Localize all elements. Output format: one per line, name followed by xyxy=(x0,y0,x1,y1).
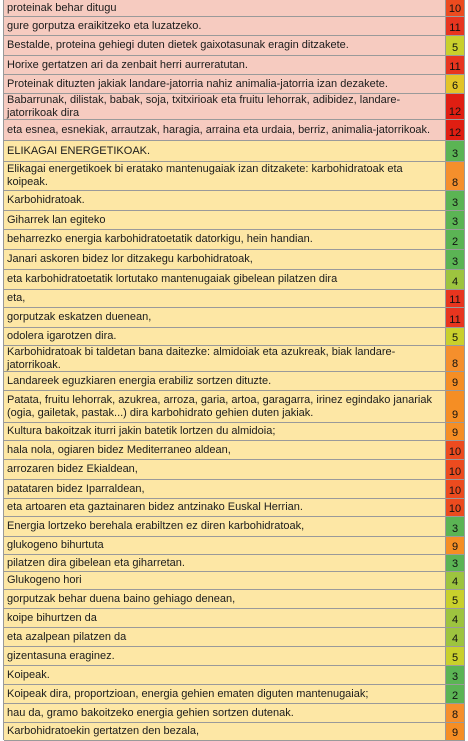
row-text-label: Bestalde, proteina gehiegi duten dietek gaixotasunak eragin ditzakete. xyxy=(7,39,349,51)
row-text xyxy=(4,423,446,440)
score-cell: 9 xyxy=(446,423,465,440)
score-cell: 3 xyxy=(446,191,465,210)
score-cell: 11 xyxy=(446,290,465,307)
row-text-label: arrozaren bidez Ekialdean, xyxy=(7,463,138,475)
row-text-label: Giharrek lan egiteko xyxy=(7,213,106,226)
row-text-label: koipe bihurtzen da xyxy=(7,611,97,624)
row-text-label: Kultura bakoitzak iturri jakin batetik lortzen du almidoia; xyxy=(7,425,276,437)
row-text xyxy=(4,555,446,571)
row-text-label: Karbohidratoak. xyxy=(7,194,85,206)
table-row xyxy=(4,162,465,191)
row-text xyxy=(4,230,446,249)
score-cell: 5 xyxy=(446,328,465,345)
table-row xyxy=(4,723,465,741)
row-text-label: gizentasuna eraginez. xyxy=(7,649,115,662)
row-text xyxy=(4,75,446,93)
score-cell: 9 xyxy=(446,372,465,390)
row-text xyxy=(4,0,446,16)
score-cell: 4 xyxy=(446,270,465,289)
table-row xyxy=(4,666,465,685)
score-cell: 4 xyxy=(446,572,465,589)
score-cell: 11 xyxy=(446,17,465,35)
row-text xyxy=(4,56,446,74)
row-text-label: hau da, gramo bakoitzeko energia gehien sortzen dutenak. xyxy=(7,706,294,719)
table-row xyxy=(4,250,465,270)
score-cell: 8 xyxy=(446,162,465,190)
row-text-label: Koipeak. xyxy=(7,668,50,681)
row-text-label: eta azalpean pilatzen da xyxy=(7,630,127,643)
row-text xyxy=(4,270,446,289)
row-text-label: beharrezko energia karbohidratoetatik datorkigu, hein handian. xyxy=(7,233,313,245)
score-cell: 8 xyxy=(446,346,465,371)
table-row xyxy=(4,328,465,346)
score-cell: 11 xyxy=(446,308,465,327)
row-text xyxy=(4,308,446,327)
table-row xyxy=(4,441,465,460)
table-row xyxy=(4,17,465,36)
row-text-label: Glukogeno hori xyxy=(7,574,82,586)
score-table xyxy=(3,0,465,740)
row-text xyxy=(4,17,446,35)
score-cell: 10 xyxy=(446,499,465,516)
table-row xyxy=(4,270,465,290)
row-text xyxy=(4,211,446,229)
table-row xyxy=(4,372,465,391)
score-cell: 3 xyxy=(446,517,465,536)
table-row xyxy=(4,628,465,647)
table-row xyxy=(4,499,465,517)
row-text xyxy=(4,162,446,190)
score-cell: 3 xyxy=(446,250,465,269)
table-row xyxy=(4,191,465,211)
table-row xyxy=(4,609,465,628)
table-row xyxy=(4,572,465,590)
row-text-label: patataren bidez Iparraldean, xyxy=(7,482,145,495)
row-text-label: gorputzak eskatzen duenean, xyxy=(7,311,152,323)
score-cell: 5 xyxy=(446,590,465,608)
row-text-label: gure gorputza eraikitzeko eta luzatzeko. xyxy=(7,19,202,32)
row-text-label: gorputzak behar duena baino gehiago denean, xyxy=(7,592,236,605)
table-row xyxy=(4,230,465,250)
row-text xyxy=(4,391,446,422)
score-cell: 10 xyxy=(446,441,465,459)
row-text xyxy=(4,120,446,140)
row-text xyxy=(4,517,446,536)
score-cell: 4 xyxy=(446,609,465,627)
score-cell: 3 xyxy=(446,555,465,571)
score-cell: 5 xyxy=(446,36,465,55)
row-text-label: Karbohidratoak bi taldetan bana daitezke: almidoiak eta azukreak, biak landare-jatorrikoak. xyxy=(7,346,396,371)
row-text xyxy=(4,372,446,390)
row-text xyxy=(4,250,446,269)
table-row xyxy=(4,590,465,609)
row-text xyxy=(4,36,446,55)
table-row xyxy=(4,141,465,162)
score-cell: 6 xyxy=(446,75,465,93)
row-text-label: Elikagai energetikoek bi eratako mantenugaiak izan ditzakete: karbohidratoak eta koipeak. xyxy=(7,163,403,188)
row-text xyxy=(4,141,446,161)
table-row xyxy=(4,537,465,555)
row-text-label: odolera igarotzen dira. xyxy=(7,330,117,342)
row-text-label: eta, xyxy=(7,292,26,304)
score-cell: 5 xyxy=(446,647,465,665)
table-row xyxy=(4,211,465,230)
score-cell: 11 xyxy=(446,56,465,74)
row-text xyxy=(4,346,446,371)
score-cell: 3 xyxy=(446,211,465,229)
table-row xyxy=(4,480,465,499)
row-text xyxy=(4,666,446,684)
table-row xyxy=(4,75,465,94)
score-cell: 3 xyxy=(446,141,465,161)
score-cell: 10 xyxy=(446,480,465,498)
table-row xyxy=(4,647,465,666)
row-text-label: Babarrunak, dilistak, babak, soja, txitxirioak eta fruitu lehorrak, adibidez, landare-jatorrikoak dira xyxy=(7,94,401,119)
row-text-label: pilatzen dira gibelean eta giharretan. xyxy=(7,556,185,569)
row-text xyxy=(4,328,446,345)
row-text-label: Horixe gertatzen ari da zenbait herri aurreratutan. xyxy=(7,58,248,71)
table-row xyxy=(4,36,465,56)
row-text xyxy=(4,499,446,516)
table-row xyxy=(4,346,465,372)
score-cell: 10 xyxy=(446,0,465,16)
score-cell: 8 xyxy=(446,704,465,722)
row-text xyxy=(4,537,446,554)
row-text-label: glukogeno bihurtuta xyxy=(7,539,104,551)
row-text xyxy=(4,572,446,589)
table-row xyxy=(4,0,465,17)
table-row xyxy=(4,56,465,75)
score-cell: 4 xyxy=(446,628,465,646)
row-text xyxy=(4,628,446,646)
table-row xyxy=(4,704,465,723)
table-row xyxy=(4,290,465,308)
row-text xyxy=(4,441,446,459)
row-text-label: Landareek eguzkiaren energia erabiliz sortzen dituzte. xyxy=(7,374,272,387)
row-text-label: Karbohidratoekin gertatzen den bezala, xyxy=(7,725,200,737)
row-text-label: eta esnea, esnekiak, arrautzak, haragia, arraina eta urdaia, berriz, animalia-jatorrikoak. xyxy=(7,123,431,136)
row-text xyxy=(4,704,446,722)
row-text-label: Koipeak dira, proportzioan, energia gehien ematen diguten mantenugaiak; xyxy=(7,687,369,700)
score-cell: 9 xyxy=(446,723,465,740)
row-text-label: ELIKAGAI ENERGETIKOAK. xyxy=(7,144,151,157)
row-text xyxy=(4,647,446,665)
table-row xyxy=(4,517,465,537)
table-row xyxy=(4,94,465,120)
row-text-label: eta karbohidratoetatik lortutako mantenugaiak gibelean pilatzen dira xyxy=(7,273,338,285)
row-text xyxy=(4,723,446,740)
table-row xyxy=(4,685,465,704)
row-text-label: hala nola, ogiaren bidez Mediterraneo aldean, xyxy=(7,443,231,456)
row-text xyxy=(4,685,446,703)
table-row xyxy=(4,460,465,480)
score-cell: 12 xyxy=(446,120,465,140)
score-cell: 3 xyxy=(446,666,465,684)
table-row xyxy=(4,308,465,328)
row-text-label: Energia lortzeko berehala erabiltzen ez diren karbohidratoak, xyxy=(7,520,305,532)
table-row xyxy=(4,555,465,572)
row-text xyxy=(4,94,446,119)
table-row xyxy=(4,423,465,441)
table-row xyxy=(4,120,465,141)
row-text-label: Proteinak dituzten jakiak landare-jatorria nahiz animalia-jatorria izan dezakete. xyxy=(7,77,388,90)
score-cell: 9 xyxy=(446,391,465,422)
row-text xyxy=(4,290,446,307)
row-text xyxy=(4,480,446,498)
row-text-label: eta artoaren eta gaztainaren bidez antzinako Euskal Herrian. xyxy=(7,501,303,513)
row-text-label: Janari askoren bidez lor ditzakegu karbohidratoak, xyxy=(7,253,253,265)
score-cell: 2 xyxy=(446,230,465,249)
score-cell: 9 xyxy=(446,537,465,554)
table-row xyxy=(4,391,465,423)
row-text-label: Patata, fruitu lehorrak, azukrea, arroza, garia, artoa, garagarra, irinez egindako janariak (ogia, gailetak, pastak...) dira karbohidrato gehien duten jakiak. xyxy=(7,393,432,419)
row-text xyxy=(4,609,446,627)
row-text xyxy=(4,191,446,210)
row-text xyxy=(4,590,446,608)
row-text xyxy=(4,460,446,479)
score-cell: 12 xyxy=(446,94,465,119)
row-text-label: proteinak behar ditugu xyxy=(7,1,117,14)
score-cell: 2 xyxy=(446,685,465,703)
score-cell: 10 xyxy=(446,460,465,479)
